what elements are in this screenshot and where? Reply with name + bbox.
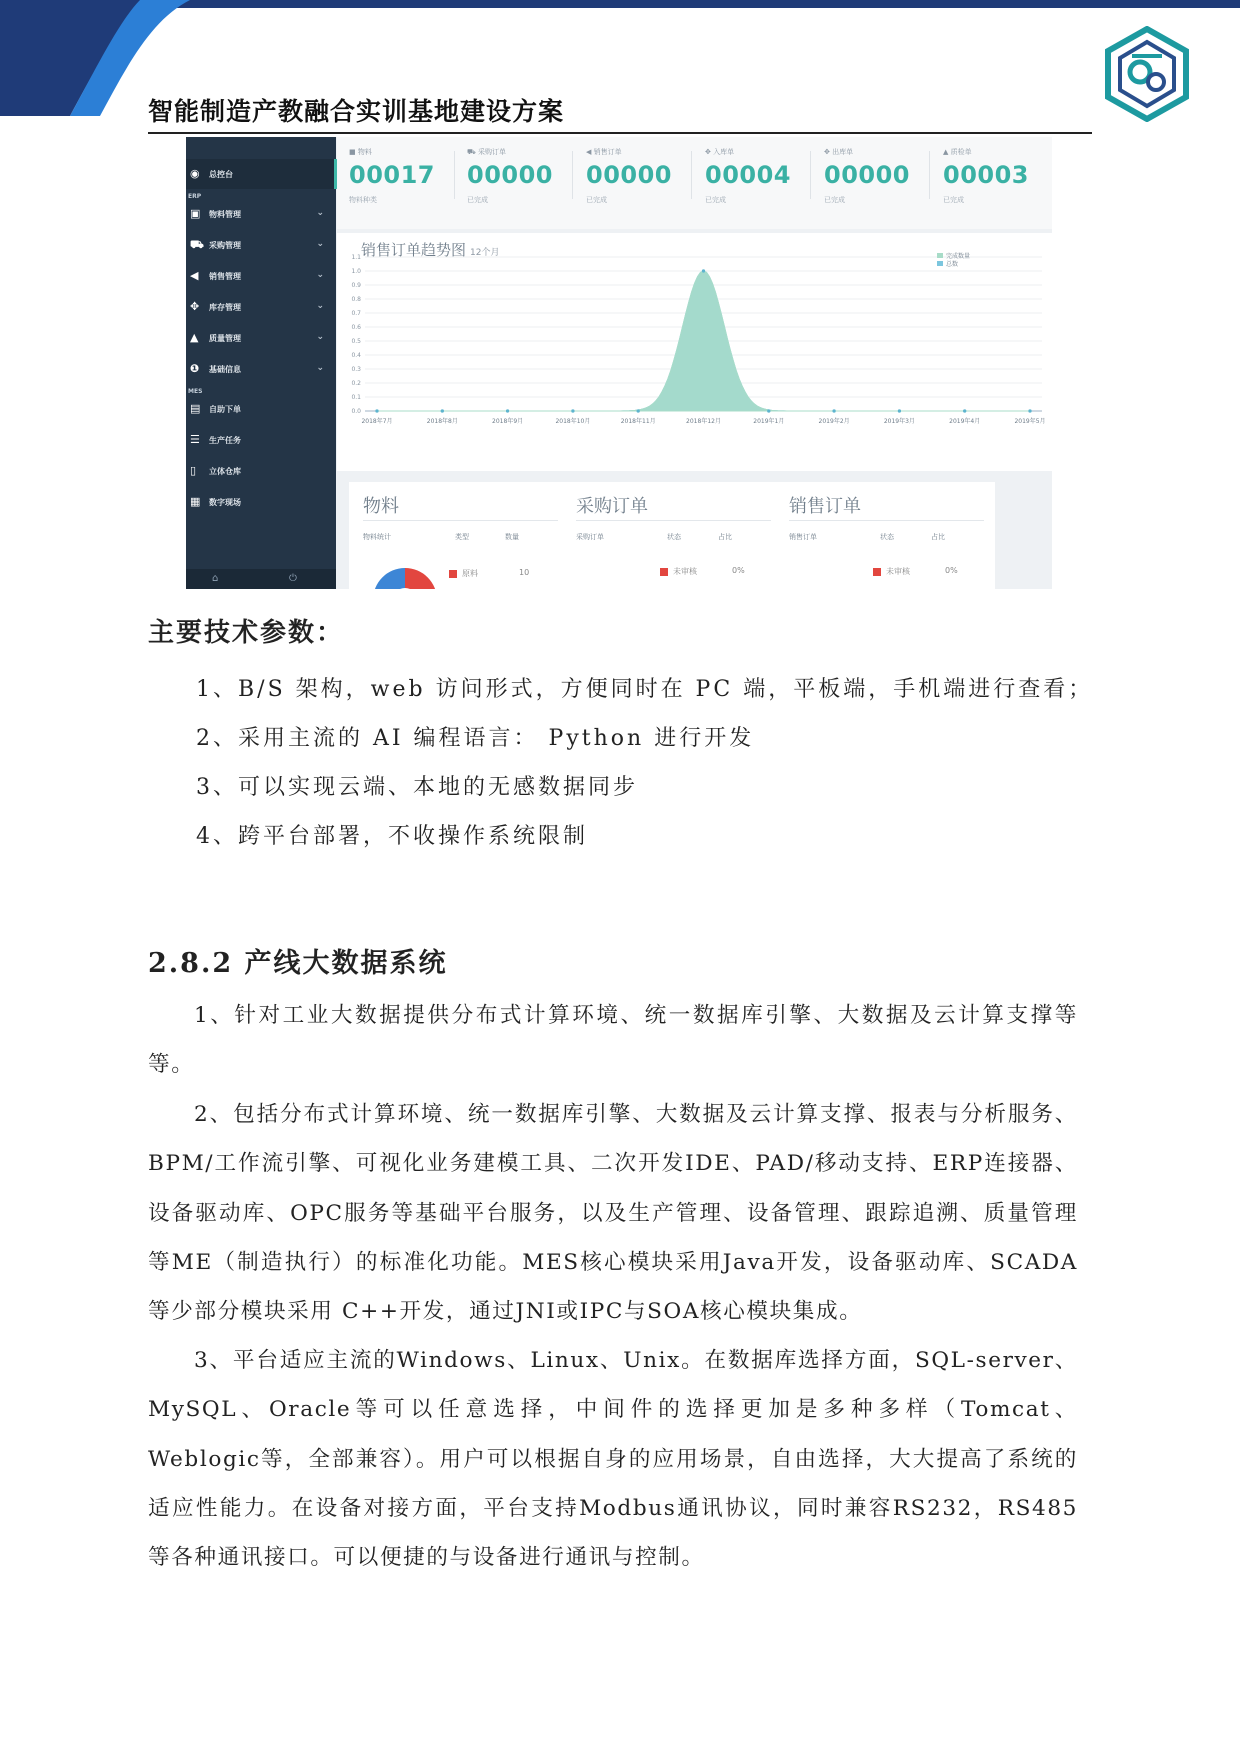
- y-tick-label: 0.6: [351, 324, 361, 331]
- y-tick-label: 1.0: [351, 268, 361, 275]
- stat-card-purchase[interactable]: ⛟ 采购订单 00000 已完成: [463, 137, 581, 229]
- y-tick-label: 0.1: [351, 394, 361, 401]
- y-tick-label: 0.9: [351, 282, 361, 289]
- stat-value: 00004: [705, 161, 791, 189]
- sidebar-item-console[interactable]: ◉ 总控台: [186, 159, 336, 189]
- x-tick-label: 2018年8月: [426, 418, 458, 425]
- stat-value: 00000: [467, 161, 553, 189]
- purchase-order-card: 采购订单 采购订单 状态 占比 未审核 0%: [562, 482, 782, 589]
- stat-value: 00000: [824, 161, 910, 189]
- stat-card-inspection[interactable]: ▲ 质检单 00003 已完成: [943, 148, 1029, 204]
- data-point: [571, 409, 574, 412]
- x-tick-label: 2018年9月: [492, 418, 524, 425]
- power-icon[interactable]: ⏻: [289, 573, 297, 584]
- megaphone-icon: ◀: [190, 269, 199, 282]
- data-point: [963, 409, 966, 412]
- legend-swatch: [937, 253, 943, 258]
- chevron-down-icon: ⌄: [316, 270, 324, 280]
- sidebar-footer: [186, 569, 336, 589]
- data-point: [767, 409, 770, 412]
- y-tick-label: 0.2: [351, 380, 361, 387]
- y-tick-label: 0.4: [351, 352, 361, 359]
- sidebar-item-production-task[interactable]: ☰ 生产任务: [190, 433, 241, 446]
- document-icon: ▤: [190, 402, 201, 415]
- x-tick-label: 2019年4月: [949, 418, 981, 425]
- home-icon[interactable]: ⌂: [212, 573, 219, 584]
- sidebar-group-mes: MES: [188, 388, 203, 395]
- section-heading-bigdata: 2.8.2 产线大数据系统: [148, 948, 448, 979]
- box-icon: ▣: [190, 207, 201, 220]
- x-tick-label: 2019年3月: [883, 418, 915, 425]
- stat-value: 00000: [586, 161, 672, 189]
- x-tick-label: 2018年7月: [361, 418, 393, 425]
- institution-seal-icon: [1102, 26, 1192, 122]
- sidebar-item-quality[interactable]: ▲ 质量管理 ⌄: [190, 331, 324, 344]
- dashboard-icon: ◉: [190, 167, 200, 180]
- chevron-down-icon: ⌄: [316, 239, 324, 249]
- data-point: [702, 269, 705, 272]
- list-item: 1、B/S 架构，web 访问形式，方便同时在 PC 端，平板端，手机端进行查看；: [196, 677, 1094, 702]
- sidebar-item-warehouse[interactable]: ▯ 立体仓库: [190, 464, 241, 477]
- material-card: 物料 物料统计 类型 数量 原料 10: [349, 482, 569, 589]
- stat-card-inbound[interactable]: ✥ 入库单 00004 已完成: [701, 137, 819, 229]
- stat-card-outbound[interactable]: ✥ 出库单 00000 已完成: [820, 137, 938, 229]
- cart-icon: ⛟: [190, 238, 204, 251]
- list-item: 4、跨平台部署，不收操作系统限制: [196, 824, 588, 849]
- x-tick-label: 2018年11月: [620, 418, 656, 425]
- shelf-icon: ▯: [190, 464, 197, 477]
- chevron-down-icon: ⌄: [316, 332, 324, 342]
- sidebar-item-self-order[interactable]: ▤ 自助下单: [190, 402, 241, 415]
- sidebar-item-digital-site[interactable]: ▦ 数字现场: [190, 495, 241, 508]
- sales-trend-panel: [337, 233, 1052, 471]
- data-point: [833, 409, 836, 412]
- sidebar-item-sales[interactable]: ◀ 销售管理 ⌄: [190, 269, 324, 282]
- sidebar-item-purchase[interactable]: ⛟ 采购管理 ⌄: [190, 238, 324, 251]
- header-divider: [148, 132, 1092, 134]
- x-tick-label: 2019年5月: [1014, 418, 1046, 425]
- cubes-icon: ✥: [190, 300, 200, 313]
- y-tick-label: 1.1: [351, 254, 361, 261]
- trend-chart: [337, 233, 1052, 471]
- trend-title: 销售订单趋势图 12个月: [361, 241, 500, 259]
- legend-label: 总数: [946, 261, 959, 268]
- data-point: [898, 409, 901, 412]
- x-tick-label: 2019年1月: [753, 418, 785, 425]
- y-tick-label: 0.8: [351, 296, 361, 303]
- sidebar-item-material[interactable]: ▣ 物料管理 ⌄: [190, 207, 324, 220]
- material-pie: [365, 560, 445, 589]
- stat-card-material[interactable]: ■ 物料 00017 物料种类: [345, 137, 463, 229]
- legend-item: 原料: [449, 568, 478, 579]
- sales-order-card: 销售订单 销售订单 状态 占比 未审核 0%: [775, 482, 995, 589]
- data-point: [637, 409, 640, 412]
- paragraph: 3、平台适应主流的Windows、Linux、Unix。在数据库选择方面，SQL-server、MySQL、Oracle等可以任意选择，中间件的选择更加是多种多样（Tomcat、Weblogic等，全部兼容）。用户可以根据自身的应用场景，自由选择，大大提高了系统的适应性能力。在设备对接方面，平台支持Modbus通讯协议，同时兼容RS232，RS485等各种通讯接口。可以便捷的与设备进行通讯与控制。: [148, 1348, 1078, 1571]
- stat-value: 00003: [943, 161, 1029, 189]
- y-tick-label: 0.5: [351, 338, 361, 345]
- section-heading-tech-params: 主要技术参数：: [148, 618, 345, 648]
- x-tick-label: 2018年12月: [686, 418, 721, 425]
- x-tick-label: 2018年10月: [555, 418, 591, 425]
- chevron-down-icon: ⌄: [316, 208, 324, 218]
- list-item: 3、可以实现云端、本地的无感数据同步: [196, 775, 638, 800]
- document-title: 智能制造产教融合实训基地建设方案: [148, 97, 565, 126]
- flask-icon: ▲: [190, 331, 199, 344]
- data-point: [1028, 409, 1031, 412]
- y-tick-label: 0.7: [351, 310, 361, 317]
- paragraph: 1、针对工业大数据提供分布式计算环境、统一数据库引擎、大数据及云计算支撑等等。: [148, 1003, 1078, 1078]
- y-tick-label: 0.3: [351, 366, 361, 373]
- sidebar: [186, 137, 336, 589]
- chevron-down-icon: ⌄: [316, 301, 324, 311]
- stats-row: [337, 137, 1052, 229]
- stat-card-sales[interactable]: ◀ 销售订单 00000 已完成: [582, 137, 700, 229]
- data-point: [375, 409, 378, 412]
- info-icon: ❶: [190, 362, 200, 375]
- y-tick-label: 0.0: [351, 408, 361, 415]
- x-tick-label: 2019年2月: [818, 418, 850, 425]
- legend-swatch: [937, 261, 943, 266]
- legend-label: 完成数量: [946, 253, 971, 260]
- paragraph: 2、包括分布式计算环境、统一数据库引擎、大数据及云计算支撑、报表与分析服务、BPM/工作流引擎、可视化业务建模工具、二次开发IDE、PAD/移动支持、ERP连接器、设备驱动库、OPC服务等基础平台服务，以及生产管理、设备管理、跟踪追溯、质量管理等ME（制造执行）的标准化功能。MES核心模块采用Java开发，设备驱动库、SCADA等少部分模块采用 C++开发，通过JNI或IPC与SOA核心模块集成。: [148, 1102, 1078, 1325]
- list-item: 2、采用主流的 AI 编程语言： Python 进行开发: [196, 726, 755, 751]
- list-icon: ☰: [190, 433, 200, 446]
- chevron-down-icon: ⌄: [316, 363, 324, 373]
- legend-item: 未审核: [660, 566, 697, 577]
- data-point: [441, 409, 444, 412]
- sidebar-item-inventory[interactable]: ✥ 库存管理 ⌄: [190, 300, 324, 313]
- sidebar-group-erp: ERP: [188, 193, 202, 200]
- stat-value: 00017: [349, 161, 435, 189]
- sidebar-item-basic-info[interactable]: ❶ 基础信息 ⌄: [190, 362, 324, 375]
- data-point: [506, 409, 509, 412]
- dashboard-screenshot: [186, 137, 1052, 589]
- grid-icon: ▦: [190, 495, 201, 508]
- legend-item: 未审核: [873, 566, 910, 577]
